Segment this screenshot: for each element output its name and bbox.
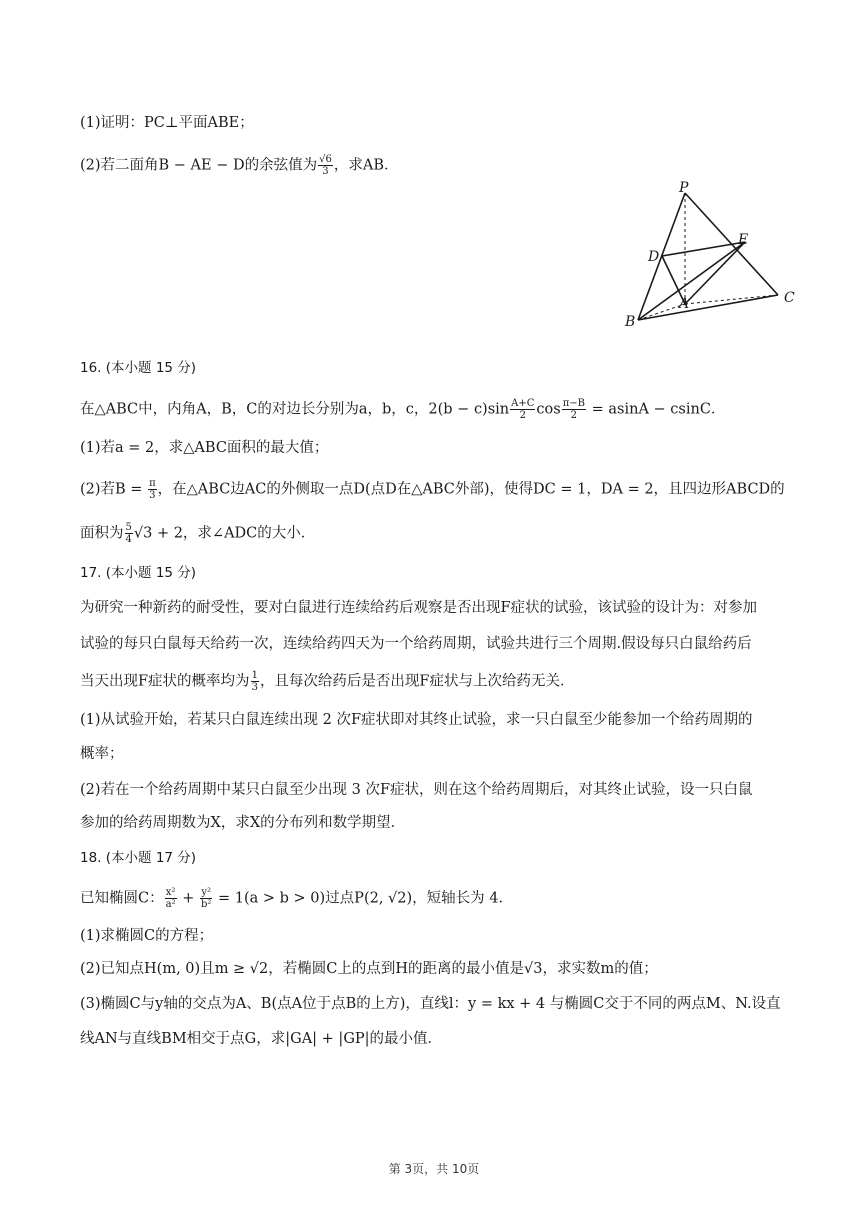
fraction-numerator: A+C [511, 398, 535, 409]
fraction-denominator: 4 [125, 534, 132, 545]
q17-line3-post: ，且每次给药后是否出现F症状与上次给药无关． [259, 673, 575, 690]
q18-stem-pre: 已知椭圆C： [80, 890, 164, 907]
q16-part2-post: ，在△ABC边AC的外侧取一点D(点D在△ABC外部)，使得DC = 1，DA = 2，且四边形ABCD的 [157, 481, 785, 498]
fraction-numerator: x² [165, 887, 176, 898]
q15-part1: (1)证明：PC⊥平面ABE； [80, 115, 254, 131]
fraction-numerator: y² [201, 887, 212, 898]
q16-part2-line2-post: + 2，求∠ADC的大小． [152, 525, 316, 542]
q17-line3-pre: 当天出现F症状的概率均为 [80, 673, 250, 690]
fraction-denominator: a² [165, 899, 176, 910]
q16-stem [80, 398, 725, 421]
fraction-denominator: 3 [149, 490, 156, 501]
q16-fraction-1 [510, 398, 535, 421]
q16-part1: (1)若a = 2，求△ABC面积的最大值； [80, 440, 329, 456]
q18-stem-post: = 1(a > b > 0)过点P(2, √2)，短轴长为 4． [213, 890, 513, 907]
label-P: P [679, 180, 689, 196]
q16-fraction-2 [562, 398, 586, 421]
fraction-numerator: π [149, 478, 156, 489]
label-D: D [648, 249, 660, 265]
label-B: B [625, 314, 636, 330]
label-A: A [679, 296, 690, 312]
pyramid-figure [618, 180, 808, 330]
q16-stem-post: = asinA − csinC． [587, 401, 726, 418]
q18-part3-line1: (3)椭圆C与y轴的交点为A、B(点A位于点B的上方)，直线l：y = kx + 4 与椭圆C交于不同的两点M、N.设直 [80, 996, 781, 1012]
fraction-numerator: 1 [251, 670, 258, 681]
fraction-denominator: 2 [519, 410, 526, 421]
q16-part2-line2 [80, 522, 315, 545]
q18-fraction-2 [200, 887, 212, 910]
q17-line3-fraction [251, 670, 259, 693]
q18-part1: (1)求椭圆C的方程； [80, 928, 214, 944]
q16-part2-line1 [80, 478, 785, 501]
q16-part2-line2-pre: 面积为 [80, 525, 124, 542]
q16-part2-line2-radical: √3 [133, 525, 153, 542]
q18-stem-plus: + [177, 890, 199, 907]
q16-stem-pre: 在△ABC中，内角A，B，C的对边长分别为a，b，c，2(b − c)sin [80, 401, 510, 418]
q18-part2: (2)已知点H(m, 0)且m ≥ √2，若椭圆C上的点到H的距离的最小值是√3，求实数m的值； [80, 961, 658, 977]
q17-part1-line2: 概率； [80, 746, 124, 762]
q15-part2-fraction [318, 154, 333, 177]
label-C: C [784, 290, 795, 306]
fraction-numerator: π−B [562, 398, 586, 409]
q17-line3 [80, 670, 575, 693]
q17-part1-line1: (1)从试验开始，若某只白鼠连续出现 2 次F症状即对其终止试验，求一只白鼠至少能参加一个给药周期的 [80, 712, 753, 728]
q16-part2-fraction [148, 478, 157, 501]
q15-part2 [80, 154, 399, 177]
label-E: E [738, 232, 749, 248]
page-footer: 第 3页，共 10页 [388, 1162, 480, 1176]
fraction-denominator: 3 [251, 682, 258, 693]
q16-part2-pre: (2)若B = [80, 481, 148, 498]
fraction-numerator: √6 [319, 154, 332, 165]
q18-stem [80, 887, 513, 910]
q17-part2-line1: (2)若在一个给药周期中某只白鼠至少出现 3 次F症状，则在这个给药周期后，对其终止试验，设一只白鼠 [80, 782, 753, 798]
q18-part3-line2: 线AN与直线BM相交于点G，求|GA| + |GP|的最小值． [80, 1031, 443, 1047]
q16-heading: 16. (本小题 15 分) [80, 360, 197, 376]
q15-part2-pre: (2)若二面角B − AE − D的余弦值为 [80, 157, 318, 174]
q16-stem-mid: cos [536, 401, 561, 418]
fraction-denominator: b² [200, 899, 212, 910]
q18-fraction-1 [165, 887, 177, 910]
q17-heading: 17. (本小题 15 分) [80, 565, 197, 581]
fraction-denominator: 3 [322, 166, 329, 177]
q17-part2-line2: 参加的给药周期数为X，求X的分布列和数学期望． [80, 815, 406, 831]
q16-part2-line2-fraction [125, 522, 133, 545]
fraction-numerator: 5 [125, 522, 132, 533]
q17-line1: 为研究一种新药的耐受性，要对白鼠进行连续给药后观察是否出现F症状的试验，该试验的设计为：对参加 [80, 600, 758, 616]
q18-heading: 18. (本小题 17 分) [80, 850, 197, 866]
q17-line2: 试验的每只白鼠每天给药一次，连续给药四天为一个给药周期，试验共进行三个周期.假设每只白鼠给药后 [80, 636, 752, 652]
q15-part2-post: ，求AB． [333, 157, 399, 174]
fraction-denominator: 2 [570, 410, 578, 421]
